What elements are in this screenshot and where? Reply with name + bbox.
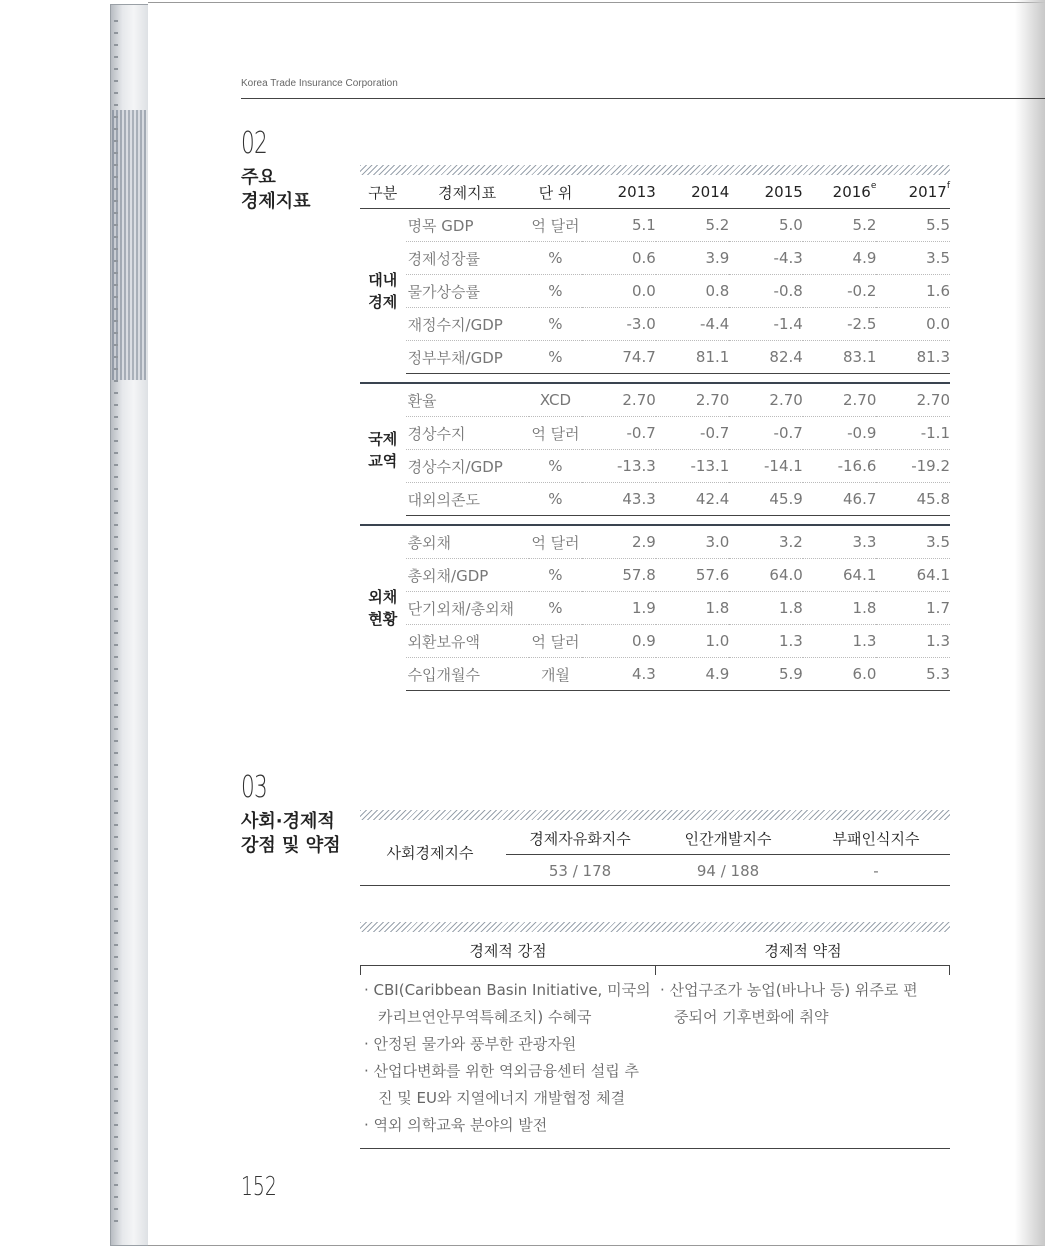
indicator-name: 경상수지 (406, 417, 529, 450)
table-header-row (360, 176, 950, 209)
value-cell: 1.6 (876, 275, 950, 308)
indicator-name: 재정수지/GDP (406, 308, 529, 341)
value-cell: 4.9 (803, 242, 877, 275)
index-header: 인간개발지수 (684, 830, 772, 848)
value-cell: 5.2 (803, 209, 877, 242)
value-cell: 0.9 (582, 625, 656, 658)
value-cell: -2.5 (803, 308, 877, 341)
value-cell: 81.3 (876, 341, 950, 374)
indicator-name: 총외채/GDP (406, 559, 529, 592)
value-cell: 5.3 (876, 658, 950, 691)
table-row (360, 308, 950, 341)
value-cell: 0.6 (582, 242, 656, 275)
indicator-name: 명목 GDP (406, 209, 529, 242)
value-cell: -19.2 (876, 450, 950, 483)
running-header: Korea Trade Insurance Corporation (241, 78, 398, 89)
unit-cell: % (529, 242, 583, 275)
col-header: 2014 (656, 176, 730, 209)
value-cell: -1.1 (876, 417, 950, 450)
value-cell: -16.6 (803, 450, 877, 483)
value-cell: 57.6 (656, 559, 730, 592)
table-row (360, 417, 950, 450)
unit-cell: % (529, 308, 583, 341)
table-row (360, 275, 950, 308)
value-cell: 5.5 (876, 209, 950, 242)
indicator-name: 경상수지/GDP (406, 450, 529, 483)
value-cell: -0.2 (803, 275, 877, 308)
value-cell: -0.7 (729, 417, 803, 450)
value-cell: 2.70 (729, 383, 803, 417)
table-row (360, 559, 950, 592)
socio-hatch-bar (360, 810, 950, 820)
economic-indicators-table (360, 176, 950, 691)
value-cell: 2.70 (803, 383, 877, 417)
value-cell: 1.8 (656, 592, 730, 625)
value-cell: 3.0 (656, 525, 730, 559)
value-cell: 1.0 (656, 625, 730, 658)
bracket-tick (655, 965, 656, 975)
index-header-rule (506, 854, 950, 855)
strengths-list (364, 977, 652, 1139)
page-number: 152 (241, 1172, 277, 1202)
value-cell: 83.1 (803, 341, 877, 374)
value-cell: 64.0 (729, 559, 803, 592)
unit-cell: % (529, 592, 583, 625)
value-cell: 45.9 (729, 483, 803, 516)
page-gutter-shadow (1015, 0, 1045, 1246)
section-title-02 (241, 166, 311, 214)
value-cell: 5.9 (729, 658, 803, 691)
col-header: 경제지표 (406, 176, 529, 209)
section-title-line1: 사회·경제적 (241, 811, 335, 832)
group-separator (360, 516, 950, 526)
bullet-item: · 안정된 물가와 풍부한 관광자원 (364, 1035, 577, 1053)
col-header: 2013 (582, 176, 656, 209)
section-title-line2: 강점 및 약점 (241, 835, 341, 856)
group-label: 국제 교역 (368, 429, 398, 470)
indicator-name: 물가상승률 (406, 275, 529, 308)
index-value: - (873, 862, 879, 880)
value-cell: 5.2 (656, 209, 730, 242)
value-cell: 82.4 (729, 341, 803, 374)
value-cell: 74.7 (582, 341, 656, 374)
value-cell: -0.7 (582, 417, 656, 450)
table-row (360, 483, 950, 516)
value-cell: -4.3 (729, 242, 803, 275)
col-header: 단 위 (529, 176, 583, 209)
indicator-name: 대외의존도 (406, 483, 529, 516)
value-cell: 1.3 (729, 625, 803, 658)
value-cell: 46.7 (803, 483, 877, 516)
indicator-name: 환율 (406, 383, 529, 417)
index-header: 경제자유화지수 (529, 830, 631, 848)
value-cell: 3.9 (656, 242, 730, 275)
year-superscript: f (946, 181, 950, 191)
value-cell: -1.4 (729, 308, 803, 341)
bullet-item: · 역외 의학교육 분야의 발전 (364, 1116, 548, 1134)
indicator-name: 단기외채/총외채 (406, 592, 529, 625)
col-header: 2017$^f$ (876, 176, 950, 209)
value-cell: 1.3 (876, 625, 950, 658)
index-bottom-rule (360, 885, 950, 886)
unit-cell: 억 달러 (529, 417, 583, 450)
table-row (360, 341, 950, 374)
value-cell: 3.2 (729, 525, 803, 559)
group-label: 외채 현황 (368, 588, 398, 629)
table-row (360, 242, 950, 275)
value-cell: 81.1 (656, 341, 730, 374)
value-cell: -0.8 (729, 275, 803, 308)
col-header: 구분 (360, 176, 406, 209)
table-row (360, 658, 950, 691)
unit-cell: % (529, 559, 583, 592)
value-cell: -13.1 (656, 450, 730, 483)
bracket-tick (360, 965, 361, 975)
indicator-name: 수입개월수 (406, 658, 529, 691)
value-cell: 6.0 (803, 658, 877, 691)
value-cell: 4.9 (656, 658, 730, 691)
value-cell: 5.0 (729, 209, 803, 242)
value-cell: -3.0 (582, 308, 656, 341)
section-title-line1: 주요 (241, 167, 276, 188)
unit-cell: % (529, 275, 583, 308)
value-cell: 2.70 (656, 383, 730, 417)
value-cell: 64.1 (876, 559, 950, 592)
strengths-bottom-rule (360, 1148, 950, 1149)
table-row (360, 383, 950, 417)
table-row (360, 209, 950, 242)
value-cell: 2.70 (876, 383, 950, 417)
indicator-name: 외환보유액 (406, 625, 529, 658)
section-title-03 (241, 810, 340, 858)
section-number-03: 03 (241, 770, 268, 805)
col-header: 2015 (729, 176, 803, 209)
col-header: 2016e (803, 176, 877, 209)
value-cell: 1.8 (803, 592, 877, 625)
value-cell: 2.70 (582, 383, 656, 417)
unit-cell: XCD (529, 383, 583, 417)
value-cell: -0.9 (803, 417, 877, 450)
spine-stitching (114, 20, 118, 1230)
unit-cell: % (529, 483, 583, 516)
group-label: 대내 경제 (368, 271, 398, 312)
value-cell: 1.7 (876, 592, 950, 625)
index-header: 부패인식지수 (832, 830, 920, 848)
indicator-name: 정부부채/GDP (406, 341, 529, 374)
unit-cell: 억 달러 (529, 525, 583, 559)
value-cell: 57.8 (582, 559, 656, 592)
section-number-02: 02 (241, 126, 268, 161)
value-cell: -14.1 (729, 450, 803, 483)
index-value: 53 / 178 (548, 862, 612, 880)
table-hatch-bar (360, 165, 950, 175)
bracket-tick (949, 965, 950, 975)
group-separator (360, 374, 950, 384)
value-cell: 4.3 (582, 658, 656, 691)
value-cell: -4.4 (656, 308, 730, 341)
index-value: 94 / 188 (696, 862, 760, 880)
value-cell: 0.0 (876, 308, 950, 341)
value-cell: -0.7 (656, 417, 730, 450)
unit-cell: % (529, 341, 583, 374)
value-cell: 1.8 (729, 592, 803, 625)
unit-cell: 억 달러 (529, 625, 583, 658)
value-cell: 2.9 (582, 525, 656, 559)
table-row (360, 525, 950, 559)
indicator-name: 경제성장률 (406, 242, 529, 275)
strengths-title: 경제적 강점 (469, 942, 547, 960)
value-cell: 3.5 (876, 525, 950, 559)
unit-cell: % (529, 450, 583, 483)
table-row (360, 450, 950, 483)
value-cell: -13.3 (582, 450, 656, 483)
socio-index-label: 사회경제지수 (386, 844, 474, 862)
header-rule (241, 98, 1045, 99)
value-cell: 1.9 (582, 592, 656, 625)
value-cell: 3.3 (803, 525, 877, 559)
table-row (360, 625, 950, 658)
bullet-item: · 산업다변화를 위한 역외금융센터 설립 추진 및 EU와 지열에너지 개발협정 체결 (364, 1062, 639, 1107)
value-cell: 64.1 (803, 559, 877, 592)
table-row (360, 592, 950, 625)
value-cell: 45.8 (876, 483, 950, 516)
bullet-item: · CBI(Caribbean Basin Initiative, 미국의 카리브연안무역특혜조치) 수혜국 (364, 981, 651, 1026)
value-cell: 0.8 (656, 275, 730, 308)
weaknesses-list (660, 977, 922, 1031)
indicator-name: 총외채 (406, 525, 529, 559)
value-cell: 5.1 (582, 209, 656, 242)
unit-cell: 억 달러 (529, 209, 583, 242)
weaknesses-title: 경제적 약점 (764, 942, 842, 960)
bullet-item: · 산업구조가 농업(바나나 등) 위주로 편중되어 기후변화에 취약 (660, 981, 918, 1026)
value-cell: 42.4 (656, 483, 730, 516)
strengths-hatch-bar (360, 922, 950, 932)
value-cell: 0.0 (582, 275, 656, 308)
section-title-line2: 경제지표 (241, 191, 311, 212)
value-cell: 1.3 (803, 625, 877, 658)
value-cell: 43.3 (582, 483, 656, 516)
unit-cell: 개월 (529, 658, 583, 691)
year-superscript: e (870, 181, 877, 191)
value-cell: 3.5 (876, 242, 950, 275)
